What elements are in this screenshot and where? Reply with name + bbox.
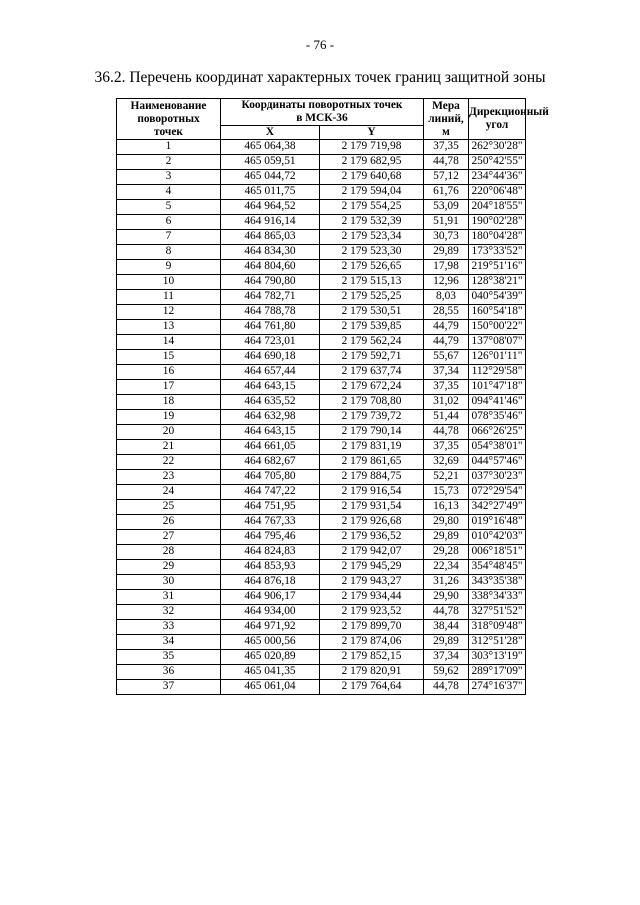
table-row: [117, 170, 526, 185]
y-cell: 2 179 539,85: [320, 320, 424, 335]
angle-cell: 054°38'01": [469, 440, 526, 455]
angle-cell: 312°51'28": [469, 635, 526, 650]
y-cell: 2 179 831,19: [320, 440, 424, 455]
point-cell: 3: [117, 170, 221, 185]
x-cell: 464 635,52: [221, 395, 320, 410]
y-cell: 2 179 943,27: [320, 575, 424, 590]
table-row: [117, 560, 526, 575]
point-cell: 19: [117, 410, 221, 425]
point-cell: 9: [117, 260, 221, 275]
angle-cell: 303°13'19": [469, 650, 526, 665]
x-cell: 464 795,46: [221, 530, 320, 545]
header-point-name: Наименование поворотных точек: [117, 99, 221, 140]
length-cell: 37,35: [424, 380, 469, 395]
page-number: - 76 -: [305, 37, 335, 52]
x-cell: 464 804,60: [221, 260, 320, 275]
length-cell: 37,35: [424, 440, 469, 455]
length-cell: 59,62: [424, 665, 469, 680]
length-cell: 22,34: [424, 560, 469, 575]
point-cell: 35: [117, 650, 221, 665]
point-cell: 30: [117, 575, 221, 590]
point-cell: 15: [117, 350, 221, 365]
y-cell: 2 179 926,68: [320, 515, 424, 530]
x-cell: 464 834,30: [221, 245, 320, 260]
length-cell: 37,34: [424, 650, 469, 665]
point-cell: 2: [117, 155, 221, 170]
table-row: [117, 605, 526, 620]
x-cell: 464 747,22: [221, 485, 320, 500]
y-cell: 2 179 526,65: [320, 260, 424, 275]
point-cell: 10: [117, 275, 221, 290]
table-row: [117, 440, 526, 455]
table-row: [117, 635, 526, 650]
x-cell: 464 723,01: [221, 335, 320, 350]
y-cell: 2 179 532,39: [320, 215, 424, 230]
angle-cell: 010°42'03": [469, 530, 526, 545]
y-cell: 2 179 739,72: [320, 410, 424, 425]
table-row: [117, 290, 526, 305]
length-cell: 29,90: [424, 590, 469, 605]
table-row: [117, 485, 526, 500]
table-row: [117, 500, 526, 515]
point-cell: 37: [117, 680, 221, 695]
angle-cell: 128°38'21": [469, 275, 526, 290]
y-cell: 2 179 637,74: [320, 365, 424, 380]
point-cell: 14: [117, 335, 221, 350]
length-cell: 55,67: [424, 350, 469, 365]
length-cell: 16,13: [424, 500, 469, 515]
angle-cell: 234°44'36": [469, 170, 526, 185]
x-cell: 464 790,80: [221, 275, 320, 290]
x-cell: 465 041,35: [221, 665, 320, 680]
length-cell: 44,78: [424, 425, 469, 440]
x-cell: 464 690,18: [221, 350, 320, 365]
length-cell: 37,34: [424, 365, 469, 380]
y-cell: 2 179 764,64: [320, 680, 424, 695]
x-cell: 464 682,67: [221, 455, 320, 470]
table-row: [117, 275, 526, 290]
coordinates-table: [116, 98, 549, 695]
angle-cell: 219°51'16": [469, 260, 526, 275]
length-cell: 44,79: [424, 335, 469, 350]
y-cell: 2 179 820,91: [320, 665, 424, 680]
x-cell: 464 916,14: [221, 215, 320, 230]
x-cell: 464 906,17: [221, 590, 320, 605]
x-cell: 465 011,75: [221, 185, 320, 200]
table-row: [117, 185, 526, 200]
point-cell: 32: [117, 605, 221, 620]
angle-cell: 072°29'54": [469, 485, 526, 500]
angle-cell: 044°57'46": [469, 455, 526, 470]
point-cell: 4: [117, 185, 221, 200]
angle-cell: 318°09'48": [469, 620, 526, 635]
length-cell: 51,91: [424, 215, 469, 230]
table-row: [117, 215, 526, 230]
angle-cell: 354°48'45": [469, 560, 526, 575]
point-cell: 24: [117, 485, 221, 500]
point-cell: 5: [117, 200, 221, 215]
length-cell: 44,78: [424, 680, 469, 695]
length-cell: 61,76: [424, 185, 469, 200]
table-row: [117, 140, 526, 155]
length-cell: 31,26: [424, 575, 469, 590]
y-cell: 2 179 592,71: [320, 350, 424, 365]
angle-cell: 289°17'09": [469, 665, 526, 680]
angle-cell: 019°16'48": [469, 515, 526, 530]
table-row: [117, 515, 526, 530]
angle-cell: 094°41'46": [469, 395, 526, 410]
table-row: [117, 365, 526, 380]
y-cell: 2 179 562,24: [320, 335, 424, 350]
x-cell: 465 064,38: [221, 140, 320, 155]
length-cell: 31,02: [424, 395, 469, 410]
length-cell: 29,89: [424, 245, 469, 260]
table-row: [117, 155, 526, 170]
point-cell: 27: [117, 530, 221, 545]
angle-cell: 101°47'18": [469, 380, 526, 395]
angle-cell: 343°35'38": [469, 575, 526, 590]
y-cell: 2 179 554,25: [320, 200, 424, 215]
table-row: [117, 425, 526, 440]
angle-cell: 262°30'28": [469, 140, 526, 155]
angle-cell: 204°18'55": [469, 200, 526, 215]
y-cell: 2 179 523,30: [320, 245, 424, 260]
length-cell: 15,73: [424, 485, 469, 500]
y-cell: 2 179 899,70: [320, 620, 424, 635]
x-cell: 465 000,56: [221, 635, 320, 650]
angle-cell: 078°35'46": [469, 410, 526, 425]
angle-cell: 342°27'49": [469, 500, 526, 515]
x-cell: 465 061,04: [221, 680, 320, 695]
table-row: [117, 650, 526, 665]
angle-cell: 150°00'22": [469, 320, 526, 335]
x-cell: 464 824,83: [221, 545, 320, 560]
table-row: [117, 620, 526, 635]
x-cell: 464 788,78: [221, 305, 320, 320]
x-cell: 464 964,52: [221, 200, 320, 215]
length-cell: 29,89: [424, 530, 469, 545]
x-cell: 464 767,33: [221, 515, 320, 530]
y-cell: 2 179 790,14: [320, 425, 424, 440]
point-cell: 17: [117, 380, 221, 395]
angle-cell: 190°02'28": [469, 215, 526, 230]
x-cell: 464 705,80: [221, 470, 320, 485]
y-cell: 2 179 719,98: [320, 140, 424, 155]
length-cell: 17,98: [424, 260, 469, 275]
y-cell: 2 179 530,51: [320, 305, 424, 320]
table-row: [117, 545, 526, 560]
angle-cell: 160°54'18": [469, 305, 526, 320]
table-row: [117, 410, 526, 425]
y-cell: 2 179 945,29: [320, 560, 424, 575]
angle-cell: 137°08'07": [469, 335, 526, 350]
length-cell: 32,69: [424, 455, 469, 470]
y-cell: 2 179 594,04: [320, 185, 424, 200]
table-row: [117, 200, 526, 215]
y-cell: 2 179 934,44: [320, 590, 424, 605]
x-cell: 464 934,00: [221, 605, 320, 620]
length-cell: 12,96: [424, 275, 469, 290]
y-cell: 2 179 525,25: [320, 290, 424, 305]
point-cell: 34: [117, 635, 221, 650]
point-cell: 18: [117, 395, 221, 410]
y-cell: 2 179 682,95: [320, 155, 424, 170]
header-y: Y: [320, 126, 424, 140]
y-cell: 2 179 852,15: [320, 650, 424, 665]
x-cell: 464 761,80: [221, 320, 320, 335]
length-cell: 44,79: [424, 320, 469, 335]
table-row: [117, 305, 526, 320]
y-cell: 2 179 916,54: [320, 485, 424, 500]
header-x: X: [221, 126, 320, 140]
point-cell: 20: [117, 425, 221, 440]
table-row: [117, 680, 526, 695]
x-cell: 465 059,51: [221, 155, 320, 170]
x-cell: 464 865,03: [221, 230, 320, 245]
x-cell: 465 044,72: [221, 170, 320, 185]
angle-cell: 173°33'52": [469, 245, 526, 260]
length-cell: 38,44: [424, 620, 469, 635]
length-cell: 44,78: [424, 605, 469, 620]
table-row: [117, 230, 526, 245]
point-cell: 25: [117, 500, 221, 515]
y-cell: 2 179 942,07: [320, 545, 424, 560]
angle-cell: 037°30'23": [469, 470, 526, 485]
angle-cell: 180°04'28": [469, 230, 526, 245]
length-cell: 51,44: [424, 410, 469, 425]
header-line-length: Мера линий, м: [424, 99, 469, 140]
x-cell: 464 853,93: [221, 560, 320, 575]
x-cell: 464 751,95: [221, 500, 320, 515]
header-coordinates: Координаты поворотных точек в МСК-36: [221, 99, 424, 126]
table-row: [117, 380, 526, 395]
length-cell: 37,35: [424, 140, 469, 155]
angle-cell: 066°26'25": [469, 425, 526, 440]
point-cell: 11: [117, 290, 221, 305]
table-row: [117, 455, 526, 470]
table-row: [117, 350, 526, 365]
x-cell: 464 632,98: [221, 410, 320, 425]
angle-cell: 006°18'51": [469, 545, 526, 560]
point-cell: 13: [117, 320, 221, 335]
x-cell: 464 782,71: [221, 290, 320, 305]
length-cell: 28,55: [424, 305, 469, 320]
point-cell: 31: [117, 590, 221, 605]
point-cell: 21: [117, 440, 221, 455]
length-cell: 29,28: [424, 545, 469, 560]
angle-cell: 112°29'58": [469, 365, 526, 380]
point-cell: 6: [117, 215, 221, 230]
length-cell: 30,73: [424, 230, 469, 245]
point-cell: 22: [117, 455, 221, 470]
point-cell: 8: [117, 245, 221, 260]
point-cell: 23: [117, 470, 221, 485]
point-cell: 16: [117, 365, 221, 380]
angle-cell: 126°01'11": [469, 350, 526, 365]
x-cell: 464 876,18: [221, 575, 320, 590]
length-cell: 57,12: [424, 170, 469, 185]
angle-cell: 250°42'55": [469, 155, 526, 170]
table-row: [117, 395, 526, 410]
x-cell: 464 657,44: [221, 365, 320, 380]
length-cell: 53,09: [424, 200, 469, 215]
x-cell: 464 643,15: [221, 425, 320, 440]
y-cell: 2 179 874,06: [320, 635, 424, 650]
y-cell: 2 179 523,34: [320, 230, 424, 245]
header-direction-angle: Дирекционный угол: [469, 99, 526, 140]
y-cell: 2 179 640,68: [320, 170, 424, 185]
section-heading: 36.2. Перечень координат характерных точек границ защитной зоны: [94, 69, 546, 86]
point-cell: 12: [117, 305, 221, 320]
point-cell: 7: [117, 230, 221, 245]
angle-cell: 338°34'33": [469, 590, 526, 605]
angle-cell: 220°06'48": [469, 185, 526, 200]
point-cell: 33: [117, 620, 221, 635]
x-cell: 464 643,15: [221, 380, 320, 395]
length-cell: 44,78: [424, 155, 469, 170]
y-cell: 2 179 708,80: [320, 395, 424, 410]
point-cell: 26: [117, 515, 221, 530]
length-cell: 8,03: [424, 290, 469, 305]
angle-cell: 040°54'39": [469, 290, 526, 305]
y-cell: 2 179 923,52: [320, 605, 424, 620]
length-cell: 29,89: [424, 635, 469, 650]
angle-cell: 274°16'37": [469, 680, 526, 695]
x-cell: 464 661,05: [221, 440, 320, 455]
y-cell: 2 179 861,65: [320, 455, 424, 470]
table-row: [117, 575, 526, 590]
length-cell: 52,21: [424, 470, 469, 485]
table-body: [117, 140, 526, 695]
y-cell: 2 179 931,54: [320, 500, 424, 515]
point-cell: 28: [117, 545, 221, 560]
y-cell: 2 179 936,52: [320, 530, 424, 545]
point-cell: 36: [117, 665, 221, 680]
x-cell: 465 020,89: [221, 650, 320, 665]
table-row: [117, 665, 526, 680]
y-cell: 2 179 515,13: [320, 275, 424, 290]
table-row: [117, 335, 526, 350]
table-row: [117, 470, 526, 485]
point-cell: 1: [117, 140, 221, 155]
y-cell: 2 179 884,75: [320, 470, 424, 485]
point-cell: 29: [117, 560, 221, 575]
x-cell: 464 971,92: [221, 620, 320, 635]
table-row: [117, 530, 526, 545]
length-cell: 29,80: [424, 515, 469, 530]
table-row: [117, 590, 526, 605]
table-row: [117, 320, 526, 335]
angle-cell: 327°51'52": [469, 605, 526, 620]
table-row: [117, 245, 526, 260]
y-cell: 2 179 672,24: [320, 380, 424, 395]
table-row: [117, 260, 526, 275]
